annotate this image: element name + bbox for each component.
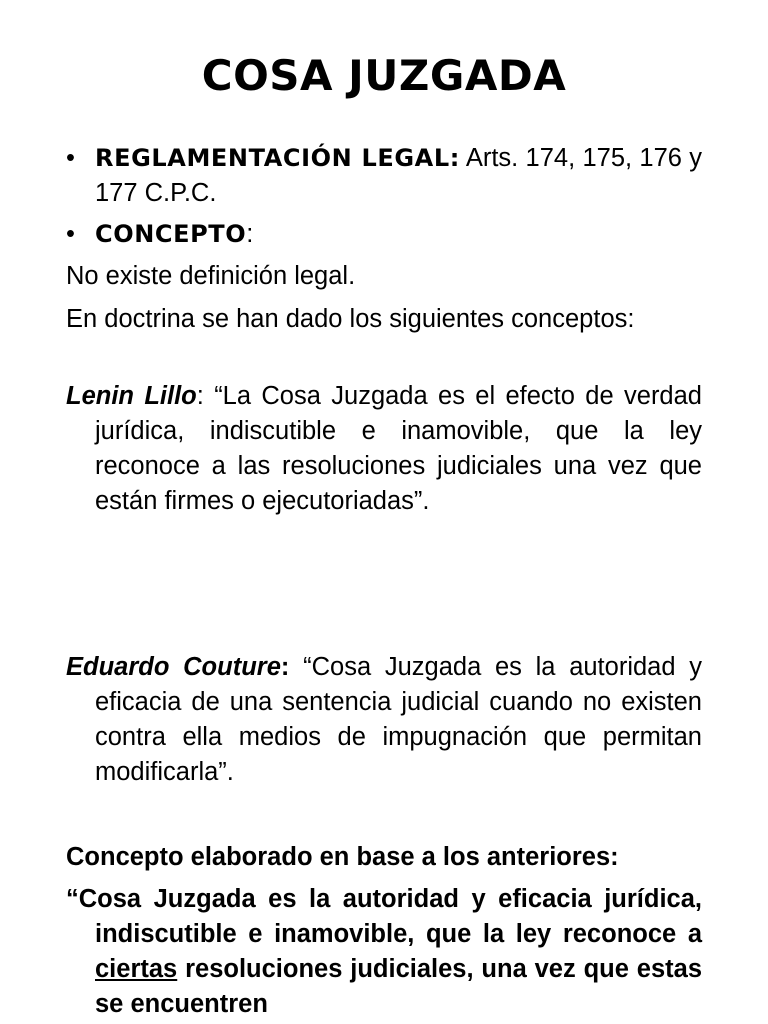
paragraph-no-definition: No existe definición legal. xyxy=(66,262,356,290)
quote-author: Eduardo Couture xyxy=(66,653,281,681)
bullet-icon: • xyxy=(66,220,75,248)
elaborated-text-before: “Cosa Juzgada es la autoridad y eficacia jurídica, indiscutible e inamovible, que la ley reconoce a xyxy=(66,885,702,948)
bullet-item-concepto xyxy=(66,217,702,252)
elaborated-heading: Concepto elaborado en base a los anteriores: xyxy=(66,843,619,871)
elaborated-text-after: resoluciones judiciales, una vez que estas se encuentren xyxy=(95,955,702,1018)
quote-text: “Cosa Juzgada es la autoridad y eficacia de una sentencia judicial cuando no existen contra ella medios de impugnación que permitan modificarla”. xyxy=(95,653,702,786)
bullet-text: Arts. 174, 175, 176 y 177 C.P.C. xyxy=(95,144,702,207)
bullet-item-reglamentacion xyxy=(66,141,702,211)
quote-author: Lenin Lillo xyxy=(66,382,197,410)
bullet-text: : xyxy=(246,220,254,248)
page-title: COSA JUZGADA xyxy=(201,51,567,100)
quote-text: “La Cosa Juzgada es el efecto de verdad jurídica, indiscutible e inamovible, que la ley reconoce a las resoluciones judiciales una vez que están firmes o ejecutoriadas”. xyxy=(95,382,702,515)
quote-separator: : xyxy=(280,653,290,681)
elaborated-underlined-word: ciertas xyxy=(95,955,178,983)
quote-lenin-lillo xyxy=(66,379,702,519)
paragraph-doctrine-intro: En doctrina se han dado los siguientes conceptos: xyxy=(66,305,635,333)
quote-eduardo-couture xyxy=(66,650,702,790)
elaborated-concept xyxy=(66,882,702,1022)
bullet-label: REGLAMENTACIÓN LEGAL: xyxy=(95,144,460,172)
bullet-label: CONCEPTO xyxy=(95,220,247,248)
bullet-icon: • xyxy=(66,144,75,172)
quote-separator: : xyxy=(196,382,204,410)
